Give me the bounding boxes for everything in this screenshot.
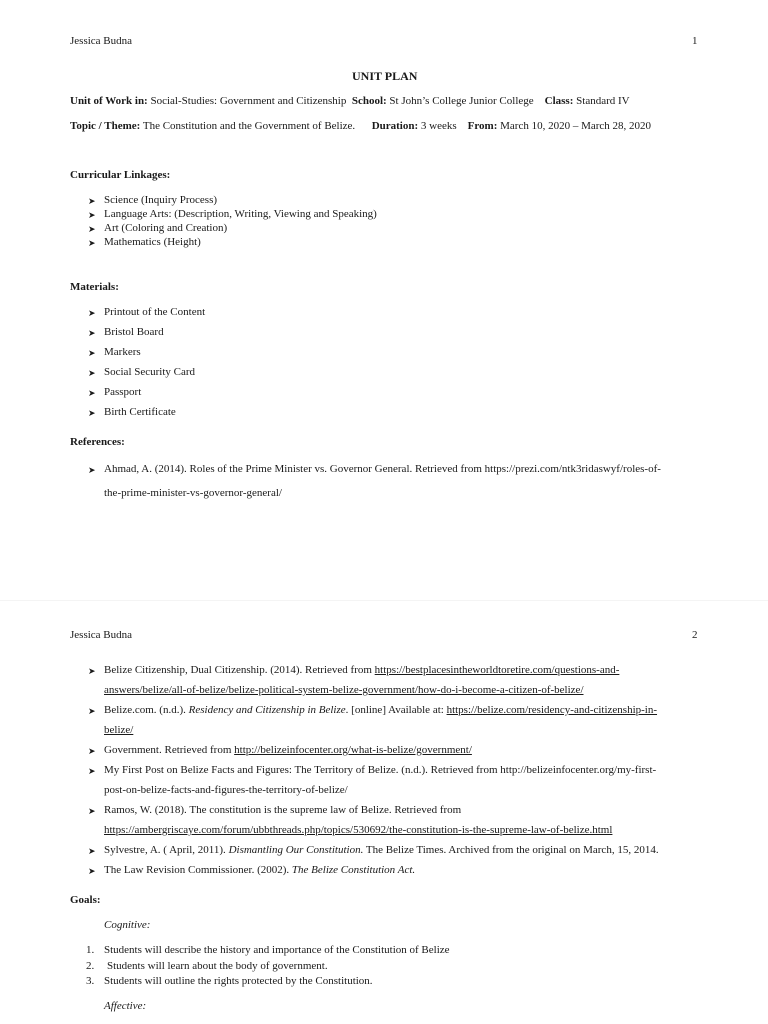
reference-link[interactable]: https://ambergriscaye.com/forum/ubbthreads.php/topics/530692/the-constitution-is-the-supreme-law-of-belize.html (104, 824, 613, 836)
unit-value: Social-Studies: Government and Citizenship (150, 95, 347, 107)
list-item: Students will describe the history and importance of the Constitution of Belize (104, 944, 450, 956)
reference-line: The Law Revision Commissioner. (2002). The Belize Constitution Act. (104, 864, 416, 876)
arrowhead-bullet-icon: ➤ (88, 706, 96, 716)
arrowhead-bullet-icon: ➤ (88, 368, 96, 378)
materials-heading: Materials: (70, 281, 119, 293)
arrowhead-bullet-icon: ➤ (88, 666, 96, 676)
arrowhead-bullet-icon: ➤ (88, 408, 96, 418)
document-title: UNIT PLAN (352, 69, 418, 83)
topic-value: The Constitution and the Government of Belize. (142, 120, 356, 132)
reference-line: Ahmad, A. (2014). Roles of the Prime Minister vs. Governor General. Retrieved from https://prezi.com/ntk3ridaswyf/roles-of- (104, 463, 661, 475)
reference-line: post-on-belize-facts-and-figures-the-territory-of-belize/ (104, 784, 348, 796)
reference-link[interactable]: belize/ (104, 724, 134, 736)
arrowhead-bullet-icon: ➤ (88, 348, 96, 358)
arrowhead-bullet-icon: ➤ (88, 224, 96, 234)
list-item: Printout of the Content (104, 306, 206, 318)
arrowhead-bullet-icon: ➤ (88, 196, 96, 206)
arrowhead-bullet-icon: ➤ (88, 388, 96, 398)
linkages-heading: Curricular Linkages: (70, 169, 171, 181)
reference-link[interactable]: https://belize.com/residency-and-citizenship-in- (446, 704, 658, 716)
list-item: Mathematics (Height) (104, 236, 201, 248)
affective-heading: Affective: (104, 1000, 147, 1012)
page-header-author: Jessica Budna (70, 629, 133, 641)
reference-line: Ramos, W. (2018). The constitution is the supreme law of Belize. Retrieved from (104, 804, 462, 816)
class-label: Class: (544, 95, 574, 107)
page-header-author: Jessica Budna (70, 35, 133, 47)
list-number: 2. (86, 960, 95, 972)
reference-line: Belize.com. (n.d.). Residency and Citizenship in Belize. [online] Available at: https://belize.com/residency-and-citizenship-in- (104, 704, 658, 716)
class-value: Standard IV (576, 95, 630, 107)
list-number: 1. (86, 944, 95, 956)
unit-label: Unit of Work in: (70, 95, 148, 107)
arrowhead-bullet-icon: ➤ (88, 308, 96, 318)
goals-heading: Goals: (70, 894, 101, 906)
list-item: Students will learn about the body of government. (107, 960, 328, 972)
list-item: Language Arts: (Description, Writing, Viewing and Speaking) (104, 208, 377, 220)
from-value: March 10, 2020 – March 28, 2020 (500, 120, 652, 132)
arrowhead-bullet-icon: ➤ (88, 465, 96, 475)
list-item: Bristol Board (104, 326, 164, 338)
reference-line: Sylvestre, A. ( April, 2011). Dismantling Our Constitution. The Belize Times. Archived from the original on March, 15, 2014. (104, 844, 659, 856)
school-value: St John’s College Junior College (389, 95, 534, 107)
reference-line: My First Post on Belize Facts and Figures: The Territory of Belize. (n.d.). Retrieved from http://belizeinfocenter.org/my-first- (104, 764, 657, 776)
reference-line: the-prime-minister-vs-governor-general/ (104, 487, 282, 499)
reference-link[interactable]: answers/belize/all-of-belize/belize-political-system-belize-government/how-do-i-become-a-citizen-of-belize/ (104, 684, 584, 696)
reference-link[interactable]: https://bestplacesintheworldtoretire.com/questions-and- (374, 664, 620, 676)
reference-line: Government. Retrieved from http://belizeinfocenter.org/what-is-belize/government/ (104, 744, 472, 756)
arrowhead-bullet-icon: ➤ (88, 766, 96, 776)
page-number: 2 (692, 629, 698, 641)
list-number: 3. (86, 975, 95, 987)
duration-label: Duration: (371, 120, 419, 132)
topic-info-row (70, 120, 651, 132)
reference-line: Belize Citizenship, Dual Citizenship. (2014). Retrieved from https://bestplacesintheworldtoretire.com/questions-and- (104, 664, 620, 676)
cognitive-heading: Cognitive: (104, 919, 151, 931)
arrowhead-bullet-icon: ➤ (88, 746, 96, 756)
reference-link[interactable]: http://belizeinfocenter.org/what-is-belize/government/ (234, 744, 472, 756)
references-heading: References: (70, 436, 125, 448)
list-item: Science (Inquiry Process) (104, 194, 218, 206)
arrowhead-bullet-icon: ➤ (88, 238, 96, 248)
unit-info-row (70, 95, 630, 107)
arrowhead-bullet-icon: ➤ (88, 328, 96, 338)
list-item: Passport (104, 386, 142, 398)
page-divider (0, 600, 768, 601)
arrowhead-bullet-icon: ➤ (88, 866, 96, 876)
list-item: Students will outline the rights protected by the Constitution. (104, 975, 373, 987)
from-label: From: (467, 120, 498, 132)
arrowhead-bullet-icon: ➤ (88, 806, 96, 816)
topic-label: Topic / Theme: (70, 120, 141, 132)
list-item: Social Security Card (104, 366, 196, 378)
list-item: Art (Coloring and Creation) (104, 222, 228, 234)
arrowhead-bullet-icon: ➤ (88, 210, 96, 220)
list-item: Birth Certificate (104, 406, 176, 418)
page-number: 1 (692, 35, 698, 47)
arrowhead-bullet-icon: ➤ (88, 846, 96, 856)
school-label: School: (351, 95, 387, 107)
list-item: Markers (104, 346, 141, 358)
duration-value: 3 weeks (420, 120, 457, 132)
